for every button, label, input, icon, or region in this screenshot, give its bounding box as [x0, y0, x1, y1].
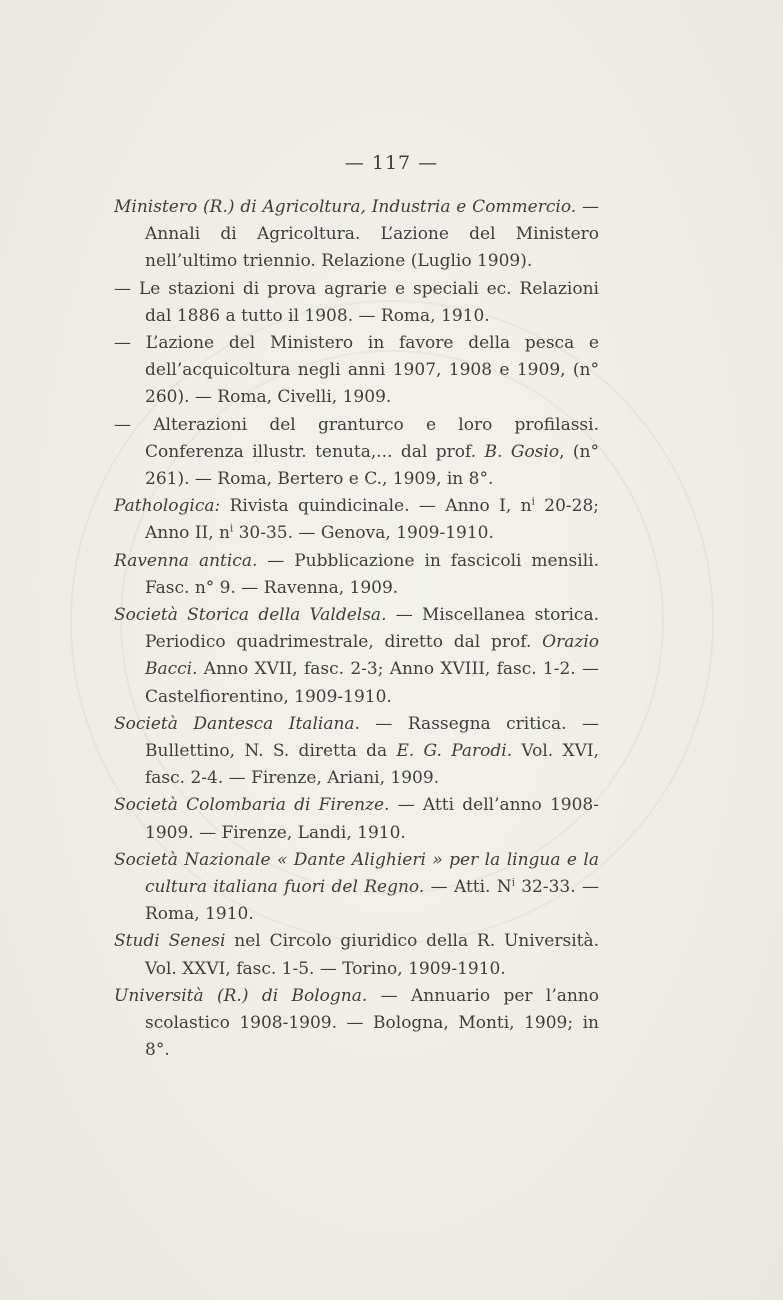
bibliography-entry: — Alterazioni del granturco e loro profilassi. Conferenza illustr. tenuta,... dal prof. B. Gosio, (n° 261). — Roma, Bertero e C., 1909, in 8°. — [114, 414, 600, 490]
bibliography-entry: Società Storica della Valdelsa. — Miscellanea storica. Periodico quadrimestrale, diretto dal prof. Orazio Bacci. Anno XVII, fasc. 2-3; Anno XVIII, fasc. 1-2. — Castelfiorentino, 1909-1910. — [114, 605, 599, 707]
bibliography-list — [114, 194, 599, 1065]
bibliography-entry: Società Dantesca Italiana. — Rassegna critica. — Bullettino, N. S. diretta da E. G. Parodi. Vol. XVI, fasc. 2-4. — Firenze, Ariani, 1909. — [114, 713, 599, 789]
bibliography-entry: Ministero (R.) di Agricoltura, Industria e Commercio. — Annali di Agricoltura. L’azione del Ministero nell’ultimo triennio. Relazione (Luglio 1909). — [114, 197, 599, 272]
bibliography-entry: Società Colombaria di Firenze. — Atti dell’anno 1908-1909. — Firenze, Landi, 1910. — [114, 795, 599, 843]
bibliography-entry: Società Nazionale « Dante Alighieri » per la lingua e la cultura italiana fuori del Regno. — Atti. $N^i$ 32-33. — Roma, 1910. — [114, 849, 599, 925]
bibliography-entry: Pathologica: Rivista quindicinale. — Anno I, $n^i$ 20-28; Anno II, $n^i$ 30-35. — Genova, 1909-1910. — [114, 496, 599, 544]
bibliography-entry: — Le stazioni di prova agrarie e speciali ec. Relazioni dal 1886 a tutto il 1908. — Roma, 1910. — [114, 278, 599, 326]
bibliography-entry: Università (R.) di Bologna. — Annuario per l’anno scolastico 1908-1909. — Bologna, Monti, 1909; in 8°. — [114, 985, 599, 1061]
bibliography-entry: — L’azione del Ministero in favore della pesca e dell’acquicoltura negli anni 1907, 1908 e 1909, (n° 260). — Roma, Civelli, 1909. — [114, 333, 599, 408]
bibliography-entry: Ravenna antica. — Pubblicazione in fascicoli mensili. Fasc. n° 9. — Ravenna, 1909. — [114, 550, 599, 598]
bibliography-entry: Studi Senesi nel Circolo giuridico della R. Università. Vol. XXVI, fasc. 1-5. — Torino, 1909-1910. — [114, 931, 600, 979]
page-number: — 117 — — [344, 152, 439, 174]
